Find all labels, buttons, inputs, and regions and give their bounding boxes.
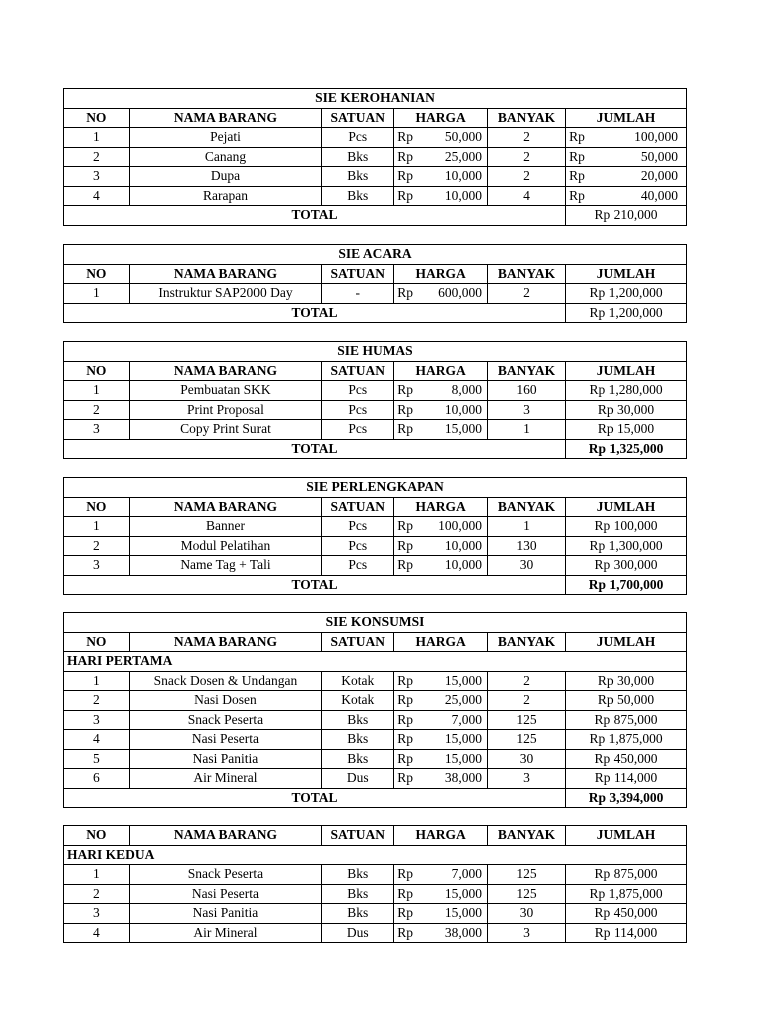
header-satuan: SATUAN [322,108,394,128]
cell-jumlah: Rp 15,000 [566,420,687,440]
section-title: SIE HUMAS [64,342,687,362]
cell-no: 3 [64,904,130,924]
cell-nama: Nasi Peserta [129,730,322,750]
cell-harga [394,710,488,730]
harga-value: 50,000 [444,129,482,145]
cell-banyak: 30 [487,749,565,769]
harga-value: 100,000 [438,518,482,534]
cell-banyak: 30 [487,904,565,924]
cell-jumlah: Rp 1,300,000 [566,536,687,556]
cell-no: 2 [64,884,130,904]
cell-no: 3 [64,167,130,187]
header-satuan: SATUAN [322,361,394,381]
cell-no: 1 [64,284,130,304]
total-value: Rp 210,000 [566,206,687,226]
table-row [64,167,687,187]
harga-value: 38,000 [444,770,482,786]
cell-harga [394,923,488,943]
header-banyak: BANYAK [487,264,565,284]
header-banyak: BANYAK [487,361,565,381]
table-perlengkapan [63,477,687,595]
harga-value: 15,000 [444,905,482,921]
header-no: NO [64,632,130,652]
cell-harga [394,691,488,711]
cell-harga [394,517,488,537]
cell-jumlah: Rp 450,000 [566,904,687,924]
cell-satuan: Kotak [322,691,394,711]
cell-satuan: Pcs [322,420,394,440]
header-jumlah: JUMLAH [566,361,687,381]
header-banyak: BANYAK [487,632,565,652]
cell-banyak: 3 [487,923,565,943]
header-nama: NAMA BARANG [129,108,322,128]
currency-label: Rp [569,168,585,184]
table-row [64,128,687,148]
currency-label: Rp [397,129,413,145]
cell-no: 2 [64,147,130,167]
cell-jumlah: Rp 1,875,000 [566,884,687,904]
cell-banyak: 125 [487,884,565,904]
total-value: Rp 1,325,000 [566,439,687,459]
cell-jumlah: Rp 30,000 [566,400,687,420]
section-title: SIE ACARA [64,245,687,265]
table-row [64,923,687,943]
currency-label: Rp [397,285,413,301]
harga-value: 10,000 [444,401,482,417]
cell-jumlah: Rp 300,000 [566,556,687,576]
harga-value: 10,000 [444,187,482,203]
cell-banyak: 3 [487,400,565,420]
cell-nama: Air Mineral [129,769,322,789]
cell-satuan: Bks [322,730,394,750]
total-value: Rp 1,200,000 [566,303,687,323]
harga-value: 25,000 [444,692,482,708]
header-harga: HARGA [394,108,488,128]
total-label: TOTAL [64,788,566,808]
currency-label: Rp [397,866,413,882]
jumlah-value: 20,000 [640,168,678,184]
cell-harga [394,556,488,576]
header-no: NO [64,108,130,128]
cell-nama: Instruktur SAP2000 Day [129,284,322,304]
table-kerohanian [63,88,687,226]
currency-label: Rp [397,731,413,747]
cell-harga [394,884,488,904]
cell-jumlah: Rp 114,000 [566,769,687,789]
currency-label: Rp [397,885,413,901]
cell-satuan: Pcs [322,536,394,556]
cell-no: 2 [64,691,130,711]
cell-banyak: 2 [487,691,565,711]
cell-no: 3 [64,710,130,730]
cell-jumlah: Rp 114,000 [566,923,687,943]
cell-nama: Modul Pelatihan [129,536,322,556]
currency-label: Rp [397,168,413,184]
currency-label: Rp [397,537,413,553]
table-row [64,691,687,711]
cell-harga [394,904,488,924]
table-row [64,186,687,206]
currency-label: Rp [397,750,413,766]
total-row [64,206,687,226]
cell-satuan: Dus [322,769,394,789]
cell-banyak: 2 [487,167,565,187]
harga-value: 15,000 [444,750,482,766]
total-label: TOTAL [64,575,566,595]
harga-value: 38,000 [444,924,482,940]
harga-value: 7,000 [451,711,482,727]
header-row [64,632,687,652]
harga-value: 15,000 [444,885,482,901]
total-value: Rp 1,700,000 [566,575,687,595]
currency-label: Rp [569,148,585,164]
cell-no: 1 [64,381,130,401]
header-satuan: SATUAN [322,632,394,652]
table-row [64,884,687,904]
harga-value: 8,000 [451,382,482,398]
cell-satuan: Bks [322,147,394,167]
currency-label: Rp [397,692,413,708]
jumlah-value: 50,000 [640,148,678,164]
header-no: NO [64,826,130,846]
cell-harga [394,730,488,750]
cell-jumlah [566,167,687,187]
cell-no: 2 [64,400,130,420]
cell-nama: Name Tag + Tali [129,556,322,576]
cell-banyak: 130 [487,536,565,556]
header-row [64,361,687,381]
currency-label: Rp [397,557,413,573]
table-row [64,517,687,537]
currency-label: Rp [397,905,413,921]
table-row [64,904,687,924]
cell-nama: Canang [129,147,322,167]
cell-harga [394,381,488,401]
table-konsumsi-day2 [63,825,687,943]
cell-satuan: Kotak [322,671,394,691]
header-jumlah: JUMLAH [566,497,687,517]
total-label: TOTAL [64,439,566,459]
currency-label: Rp [397,382,413,398]
header-harga: HARGA [394,632,488,652]
header-banyak: BANYAK [487,497,565,517]
cell-banyak: 125 [487,710,565,730]
cell-harga [394,186,488,206]
day-subheading: HARI PERTAMA [64,652,687,672]
cell-nama: Nasi Peserta [129,884,322,904]
cell-no: 1 [64,517,130,537]
cell-banyak: 3 [487,769,565,789]
cell-banyak: 125 [487,730,565,750]
header-nama: NAMA BARANG [129,497,322,517]
header-jumlah: JUMLAH [566,632,687,652]
total-row [64,303,687,323]
cell-harga [394,769,488,789]
section-title: SIE KONSUMSI [64,613,687,633]
cell-banyak: 2 [487,128,565,148]
cell-jumlah [566,147,687,167]
cell-no: 2 [64,536,130,556]
cell-satuan: Bks [322,167,394,187]
cell-nama: Air Mineral [129,923,322,943]
table-row [64,420,687,440]
table-row [64,381,687,401]
cell-satuan: Bks [322,710,394,730]
cell-satuan: Bks [322,884,394,904]
section-title: SIE PERLENGKAPAN [64,478,687,498]
cell-no: 4 [64,730,130,750]
header-nama: NAMA BARANG [129,826,322,846]
cell-harga [394,865,488,885]
table-row [64,769,687,789]
jumlah-value: 40,000 [640,187,678,203]
header-banyak: BANYAK [487,826,565,846]
total-row [64,439,687,459]
total-label: TOTAL [64,303,566,323]
cell-banyak: 4 [487,186,565,206]
cell-satuan: Pcs [322,517,394,537]
header-row [64,108,687,128]
cell-satuan: Pcs [322,381,394,401]
currency-label: Rp [569,129,585,145]
cell-nama: Copy Print Surat [129,420,322,440]
table-row [64,730,687,750]
cell-nama: Pejati [129,128,322,148]
harga-value: 15,000 [444,672,482,688]
day-subheading: HARI KEDUA [64,845,687,865]
section-title: SIE KEROHANIAN [64,89,687,109]
table-row [64,749,687,769]
cell-jumlah: Rp 100,000 [566,517,687,537]
cell-banyak: 160 [487,381,565,401]
cell-no: 4 [64,923,130,943]
header-no: NO [64,264,130,284]
cell-banyak: 1 [487,420,565,440]
cell-nama: Snack Dosen & Undangan [129,671,322,691]
harga-value: 25,000 [444,148,482,164]
cell-jumlah: Rp 50,000 [566,691,687,711]
cell-satuan: Pcs [322,400,394,420]
cell-jumlah: Rp 1,280,000 [566,381,687,401]
cell-satuan: Pcs [322,128,394,148]
cell-satuan: Bks [322,749,394,769]
total-row [64,788,687,808]
header-harga: HARGA [394,497,488,517]
table-row [64,536,687,556]
table-row [64,671,687,691]
cell-jumlah: Rp 1,875,000 [566,730,687,750]
header-row [64,497,687,517]
currency-label: Rp [397,401,413,417]
header-satuan: SATUAN [322,264,394,284]
table-konsumsi [63,612,687,808]
cell-jumlah: Rp 875,000 [566,865,687,885]
cell-harga [394,284,488,304]
cell-no: 3 [64,556,130,576]
cell-no: 5 [64,749,130,769]
cell-no: 4 [64,186,130,206]
table-humas [63,341,687,459]
total-row [64,575,687,595]
cell-harga [394,536,488,556]
table-row [64,400,687,420]
cell-harga [394,147,488,167]
total-label: TOTAL [64,206,566,226]
cell-no: 1 [64,128,130,148]
header-satuan: SATUAN [322,826,394,846]
cell-satuan: Bks [322,865,394,885]
currency-label: Rp [569,187,585,203]
header-row [64,264,687,284]
cell-harga [394,671,488,691]
currency-label: Rp [397,924,413,940]
currency-label: Rp [397,672,413,688]
table-row [64,284,687,304]
header-banyak: BANYAK [487,108,565,128]
cell-harga [394,749,488,769]
harga-value: 10,000 [444,557,482,573]
currency-label: Rp [397,421,413,437]
cell-satuan: Bks [322,186,394,206]
table-row [64,865,687,885]
header-row [64,826,687,846]
cell-nama: Pembuatan SKK [129,381,322,401]
header-jumlah: JUMLAH [566,264,687,284]
cell-banyak: 30 [487,556,565,576]
header-no: NO [64,497,130,517]
table-row [64,147,687,167]
cell-harga [394,128,488,148]
cell-satuan: - [322,284,394,304]
harga-value: 10,000 [444,537,482,553]
header-nama: NAMA BARANG [129,361,322,381]
cell-nama: Snack Peserta [129,710,322,730]
currency-label: Rp [397,711,413,727]
cell-jumlah: Rp 30,000 [566,671,687,691]
cell-banyak: 2 [487,147,565,167]
header-nama: NAMA BARANG [129,264,322,284]
cell-harga [394,167,488,187]
header-no: NO [64,361,130,381]
header-harga: HARGA [394,264,488,284]
cell-jumlah [566,186,687,206]
cell-banyak: 125 [487,865,565,885]
jumlah-value: 100,000 [634,129,678,145]
currency-label: Rp [397,187,413,203]
cell-no: 6 [64,769,130,789]
header-nama: NAMA BARANG [129,632,322,652]
cell-satuan: Dus [322,923,394,943]
header-jumlah: JUMLAH [566,826,687,846]
harga-value: 600,000 [438,285,482,301]
total-value: Rp 3,394,000 [566,788,687,808]
header-jumlah: JUMLAH [566,108,687,128]
cell-nama: Nasi Dosen [129,691,322,711]
header-harga: HARGA [394,826,488,846]
cell-no: 3 [64,420,130,440]
harga-value: 10,000 [444,168,482,184]
cell-nama: Nasi Panitia [129,749,322,769]
currency-label: Rp [397,770,413,786]
table-acara [63,244,687,323]
harga-value: 7,000 [451,866,482,882]
cell-nama: Print Proposal [129,400,322,420]
cell-jumlah: Rp 875,000 [566,710,687,730]
cell-satuan: Pcs [322,556,394,576]
cell-nama: Dupa [129,167,322,187]
harga-value: 15,000 [444,421,482,437]
cell-no: 1 [64,671,130,691]
cell-banyak: 1 [487,517,565,537]
cell-satuan: Bks [322,904,394,924]
harga-value: 15,000 [444,731,482,747]
cell-nama: Nasi Panitia [129,904,322,924]
cell-banyak: 2 [487,284,565,304]
cell-nama: Snack Peserta [129,865,322,885]
cell-jumlah: Rp 450,000 [566,749,687,769]
cell-harga [394,400,488,420]
cell-nama: Rarapan [129,186,322,206]
cell-jumlah [566,128,687,148]
cell-banyak: 2 [487,671,565,691]
currency-label: Rp [397,518,413,534]
currency-label: Rp [397,148,413,164]
cell-jumlah: Rp 1,200,000 [566,284,687,304]
table-row [64,556,687,576]
table-row [64,710,687,730]
header-harga: HARGA [394,361,488,381]
cell-no: 1 [64,865,130,885]
header-satuan: SATUAN [322,497,394,517]
cell-harga [394,420,488,440]
cell-nama: Banner [129,517,322,537]
